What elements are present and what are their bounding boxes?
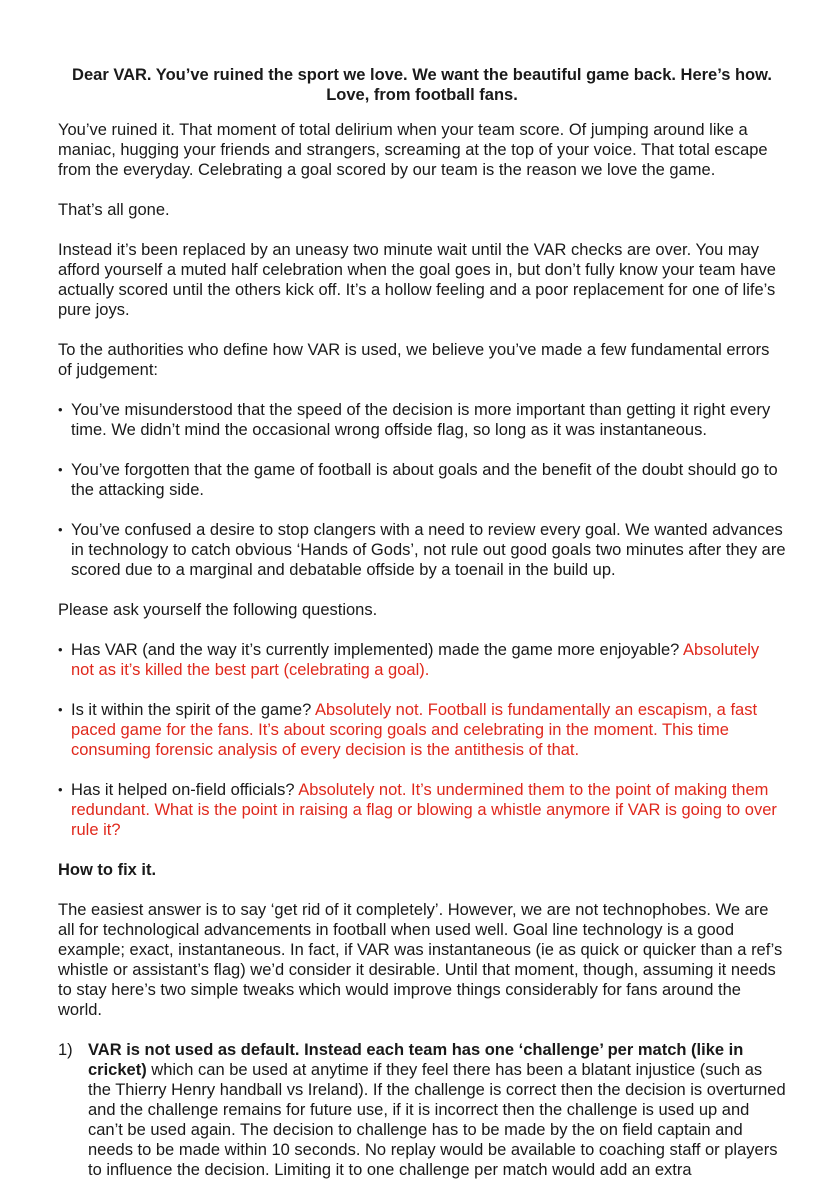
question-answer: Absolutely not. Football is fundamentally an escapism, a fast paced game for the fans. It’s about scoring goals and celebrating in the moment. This time consuming forensic analysis of every decision is the antithesis of that.: [71, 701, 758, 759]
tweak-number: 1): [58, 1041, 73, 1059]
errors-list: [58, 400, 786, 580]
error-item: • You’ve confused a desire to stop clangers with a need to review every goal. We wanted advances in technology to catch obvious ‘Hands of Gods’, not rule out good goals two minutes after they are scored due to a marginal and debatable offside by a toenail in the build up.: [58, 520, 786, 580]
fix-paragraph: The easiest answer is to say ‘get rid of it completely’. However, we are not technophobes. We are all for technological advancements in football when used well. Goal line technology is a good example; exact, instantaneous. In fact, if VAR was instantaneous (ie as quick or quicker than a ref’s whistle or assistant’s flag) we’d consider it desirable. Until that moment, though, assuming it needs to stay here’s two simple tweaks which would improve things considerably for fans around the world.: [58, 901, 783, 1019]
replaced-paragraph: Instead it’s been replaced by an uneasy two minute wait until the VAR checks are over. You may afford yourself a muted half celebration when the goal goes in, but don’t fully know your team have actually scored until the others kick off. It’s a hollow feeling and a poor replacement for one of life’s pure joys.: [58, 241, 776, 319]
letter-title: [58, 65, 786, 105]
letter-document: [58, 65, 786, 1180]
tweak-bold-lead: VAR is not used as default. Instead each team has one ‘challenge’ per match (like in cricket): [88, 1041, 744, 1079]
error-item: • You’ve forgotten that the game of football is about goals and the benefit of the doubt should go to the attacking side.: [58, 460, 786, 500]
question-item: [58, 640, 786, 680]
tweaks-list: [58, 1040, 786, 1180]
intro-paragraph: You’ve ruined it. That moment of total delirium when your team score. Of jumping around like a maniac, hugging your friends and strangers, screaming at the top of your voice. That total escape from the everyday. Celebrating a goal scored by our team is the reason we love the game.: [58, 121, 768, 179]
tweak-text: which can be used at anytime if they feel there has been a blatant injustice (such as the Thierry Henry handball vs Ireland). If the challenge is correct then the decision is overturned and the challenge remains for future use, if it is incorrect then the challenge is used up and can’t be used again. The decision to challenge has to be made by the on field captain and needs to be made within 10 seconds. No replay would be available to coaching staff or players to influence the decision. Limiting it to one challenge per match would add an extra: [88, 1061, 786, 1179]
tweak-item: [58, 1040, 786, 1180]
question-text: Has it helped on-field officials?: [71, 781, 295, 799]
question-answer: Absolutely not. It’s undermined them to the point of making them redundant. What is the point in raising a flag or blowing a whistle anymore if VAR is going to over rule it?: [71, 781, 777, 839]
gone-paragraph: That’s all gone.: [58, 201, 170, 219]
question-item: [58, 700, 786, 760]
question-item: [58, 780, 786, 840]
authorities-paragraph: To the authorities who define how VAR is used, we believe you’ve made a few fundamental errors of judgement:: [58, 341, 770, 379]
questions-list: [58, 640, 786, 840]
title-line-1: Dear VAR. You’ve ruined the sport we love. We want the beautiful game back. Here’s how.: [72, 66, 772, 84]
question-answer: Absolutely not as it’s killed the best part (celebrating a goal).: [71, 641, 760, 679]
error-item: • You’ve misunderstood that the speed of the decision is more important than getting it right every time. We didn’t mind the occasional wrong offside flag, so long as it was instantaneous.: [58, 400, 786, 440]
question-text: Has VAR (and the way it’s currently implemented) made the game more enjoyable?: [71, 641, 680, 659]
questions-intro: Please ask yourself the following questions.: [58, 601, 378, 619]
title-line-2: Love, from football fans.: [326, 86, 518, 104]
fix-heading: How to fix it.: [58, 861, 157, 879]
question-text: Is it within the spirit of the game?: [71, 701, 312, 719]
